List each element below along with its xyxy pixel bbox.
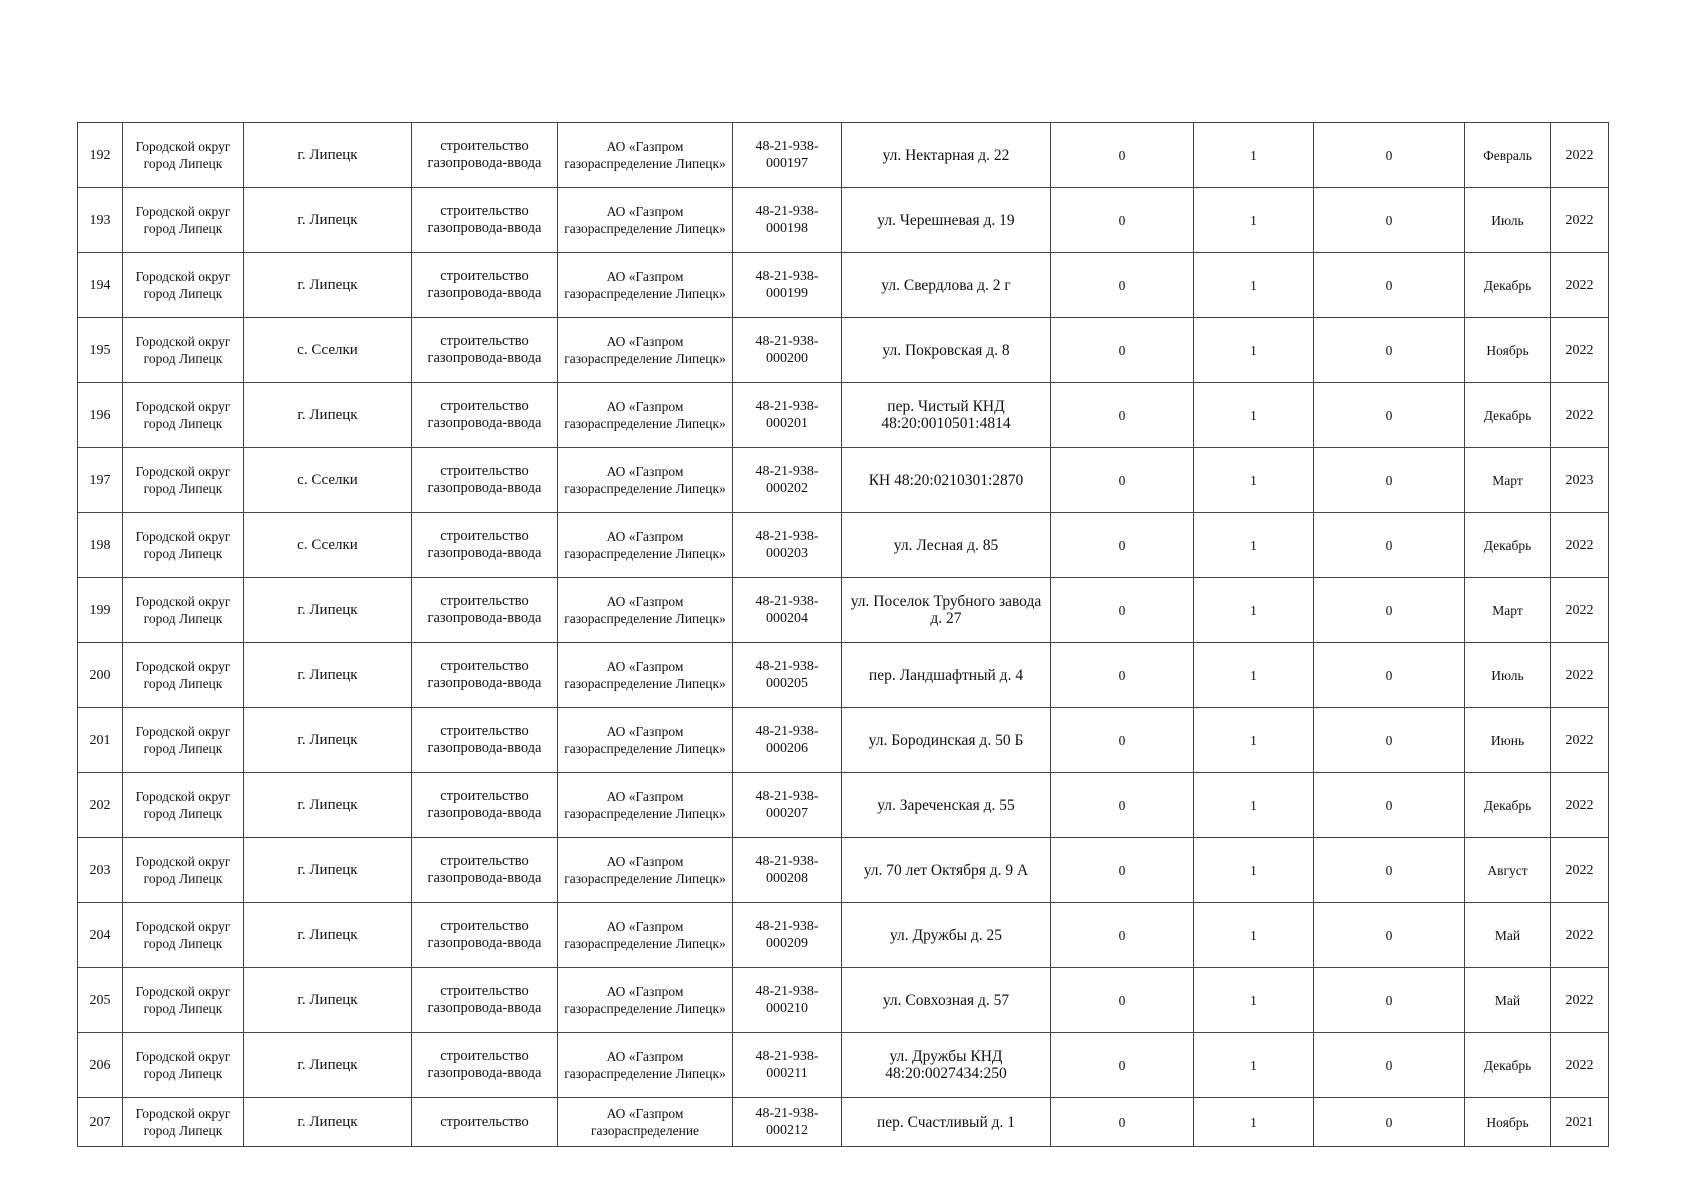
locality-cell: г. Липецк <box>244 383 412 448</box>
table-row <box>78 643 1609 708</box>
locality-cell: г. Липецк <box>244 1033 412 1098</box>
address-cell: ул. Черешневая д. 19 <box>842 188 1051 253</box>
value-1-cell: 0 <box>1051 448 1194 513</box>
month-cell: Июль <box>1465 188 1551 253</box>
registration-number-cell: 48-21-938-000208 <box>733 838 842 903</box>
table-row <box>78 1098 1609 1147</box>
municipality-cell: Городской округ город Липецк <box>123 123 244 188</box>
value-2-cell: 1 <box>1194 903 1314 968</box>
table-row <box>78 188 1609 253</box>
row-number-cell: 201 <box>78 708 123 773</box>
work-type-cell: строительство газопровода-ввода <box>412 513 558 578</box>
year-cell: 2022 <box>1551 383 1609 448</box>
value-1-cell: 0 <box>1051 838 1194 903</box>
month-cell: Декабрь <box>1465 1033 1551 1098</box>
organization-cell: АО «Газпром газораспределение Липецк» <box>558 578 733 643</box>
month-cell: Декабрь <box>1465 513 1551 578</box>
address-cell: ул. Дружбы д. 25 <box>842 903 1051 968</box>
value-3-cell: 0 <box>1314 838 1465 903</box>
registration-number-cell: 48-21-938-000204 <box>733 578 842 643</box>
row-number-cell: 206 <box>78 1033 123 1098</box>
address-cell: ул. Совхозная д. 57 <box>842 968 1051 1033</box>
month-cell: Май <box>1465 903 1551 968</box>
address-cell: ул. Покровская д. 8 <box>842 318 1051 383</box>
work-type-cell: строительство <box>412 1098 558 1147</box>
organization-cell: АО «Газпром газораспределение Липецк» <box>558 253 733 318</box>
address-cell: пер. Чистый КНД 48:20:0010501:4814 <box>842 383 1051 448</box>
address-cell: ул. Поселок Трубного завода д. 27 <box>842 578 1051 643</box>
municipality-cell: Городской округ город Липецк <box>123 318 244 383</box>
address-cell: пер. Счастливый д. 1 <box>842 1098 1051 1147</box>
table-row <box>78 383 1609 448</box>
value-1-cell: 0 <box>1051 578 1194 643</box>
row-number-cell: 207 <box>78 1098 123 1147</box>
table-row <box>78 903 1609 968</box>
municipality-cell: Городской округ город Липецк <box>123 708 244 773</box>
table-row <box>78 513 1609 578</box>
row-number-cell: 200 <box>78 643 123 708</box>
value-3-cell: 0 <box>1314 1098 1465 1147</box>
registration-number-cell: 48-21-938-000198 <box>733 188 842 253</box>
locality-cell: г. Липецк <box>244 708 412 773</box>
work-type-cell: строительство газопровода-ввода <box>412 578 558 643</box>
year-cell: 2022 <box>1551 578 1609 643</box>
month-cell: Июнь <box>1465 708 1551 773</box>
value-2-cell: 1 <box>1194 708 1314 773</box>
work-type-cell: строительство газопровода-ввода <box>412 643 558 708</box>
value-2-cell: 1 <box>1194 123 1314 188</box>
year-cell: 2021 <box>1551 1098 1609 1147</box>
month-cell: Март <box>1465 448 1551 513</box>
month-cell: Декабрь <box>1465 773 1551 838</box>
registration-number-cell: 48-21-938-000201 <box>733 383 842 448</box>
row-number-cell: 199 <box>78 578 123 643</box>
work-type-cell: строительство газопровода-ввода <box>412 773 558 838</box>
locality-cell: г. Липецк <box>244 1098 412 1147</box>
year-cell: 2022 <box>1551 773 1609 838</box>
value-1-cell: 0 <box>1051 643 1194 708</box>
work-type-cell: строительство газопровода-ввода <box>412 318 558 383</box>
month-cell: Ноябрь <box>1465 318 1551 383</box>
municipality-cell: Городской округ город Липецк <box>123 1033 244 1098</box>
organization-cell: АО «Газпром газораспределение Липецк» <box>558 643 733 708</box>
locality-cell: г. Липецк <box>244 188 412 253</box>
table-row <box>78 708 1609 773</box>
row-number-cell: 196 <box>78 383 123 448</box>
organization-cell: АО «Газпром газораспределение Липецк» <box>558 968 733 1033</box>
value-1-cell: 0 <box>1051 188 1194 253</box>
address-cell: ул. Нектарная д. 22 <box>842 123 1051 188</box>
registration-number-cell: 48-21-938-000199 <box>733 253 842 318</box>
year-cell: 2023 <box>1551 448 1609 513</box>
value-2-cell: 1 <box>1194 1098 1314 1147</box>
year-cell: 2022 <box>1551 1033 1609 1098</box>
month-cell: Февраль <box>1465 123 1551 188</box>
work-type-cell: строительство газопровода-ввода <box>412 123 558 188</box>
organization-cell: АО «Газпром газораспределение Липецк» <box>558 513 733 578</box>
municipality-cell: Городской округ город Липецк <box>123 188 244 253</box>
value-3-cell: 0 <box>1314 513 1465 578</box>
municipality-cell: Городской округ город Липецк <box>123 383 244 448</box>
organization-cell: АО «Газпром газораспределение Липецк» <box>558 188 733 253</box>
municipality-cell: Городской округ город Липецк <box>123 838 244 903</box>
year-cell: 2022 <box>1551 123 1609 188</box>
organization-cell: АО «Газпром газораспределение Липецк» <box>558 708 733 773</box>
row-number-cell: 202 <box>78 773 123 838</box>
municipality-cell: Городской округ город Липецк <box>123 968 244 1033</box>
value-2-cell: 1 <box>1194 578 1314 643</box>
value-2-cell: 1 <box>1194 383 1314 448</box>
row-number-cell: 194 <box>78 253 123 318</box>
row-number-cell: 195 <box>78 318 123 383</box>
organization-cell: АО «Газпром газораспределение Липецк» <box>558 773 733 838</box>
value-2-cell: 1 <box>1194 838 1314 903</box>
month-cell: Декабрь <box>1465 253 1551 318</box>
value-1-cell: 0 <box>1051 903 1194 968</box>
registration-number-cell: 48-21-938-000207 <box>733 773 842 838</box>
organization-cell: АО «Газпром газораспределение Липецк» <box>558 838 733 903</box>
year-cell: 2022 <box>1551 708 1609 773</box>
value-1-cell: 0 <box>1051 1098 1194 1147</box>
value-3-cell: 0 <box>1314 578 1465 643</box>
registration-number-cell: 48-21-938-000212 <box>733 1098 842 1147</box>
value-1-cell: 0 <box>1051 253 1194 318</box>
month-cell: Декабрь <box>1465 383 1551 448</box>
table-body <box>78 123 1609 1147</box>
address-cell: ул. 70 лет Октября д. 9 А <box>842 838 1051 903</box>
value-3-cell: 0 <box>1314 643 1465 708</box>
locality-cell: г. Липецк <box>244 643 412 708</box>
address-cell: ул. Бородинская д. 50 Б <box>842 708 1051 773</box>
value-3-cell: 0 <box>1314 188 1465 253</box>
municipality-cell: Городской округ город Липецк <box>123 578 244 643</box>
organization-cell: АО «Газпром газораспределение Липецк» <box>558 1033 733 1098</box>
locality-cell: г. Липецк <box>244 903 412 968</box>
work-type-cell: строительство газопровода-ввода <box>412 253 558 318</box>
work-type-cell: строительство газопровода-ввода <box>412 1033 558 1098</box>
organization-cell: АО «Газпром газораспределение <box>558 1098 733 1147</box>
address-cell: ул. Лесная д. 85 <box>842 513 1051 578</box>
row-number-cell: 192 <box>78 123 123 188</box>
value-3-cell: 0 <box>1314 383 1465 448</box>
registration-number-cell: 48-21-938-000203 <box>733 513 842 578</box>
locality-cell: с. Сселки <box>244 513 412 578</box>
table-row <box>78 123 1609 188</box>
address-cell: ул. Свердлова д. 2 г <box>842 253 1051 318</box>
table-row <box>78 253 1609 318</box>
value-2-cell: 1 <box>1194 773 1314 838</box>
address-cell: КН 48:20:0210301:2870 <box>842 448 1051 513</box>
registration-number-cell: 48-21-938-000206 <box>733 708 842 773</box>
value-2-cell: 1 <box>1194 513 1314 578</box>
table-row <box>78 773 1609 838</box>
locality-cell: г. Липецк <box>244 838 412 903</box>
value-1-cell: 0 <box>1051 773 1194 838</box>
value-1-cell: 0 <box>1051 318 1194 383</box>
locality-cell: с. Сселки <box>244 448 412 513</box>
value-2-cell: 1 <box>1194 1033 1314 1098</box>
value-3-cell: 0 <box>1314 318 1465 383</box>
address-cell: ул. Дружбы КНД 48:20:0027434:250 <box>842 1033 1051 1098</box>
year-cell: 2022 <box>1551 253 1609 318</box>
organization-cell: АО «Газпром газораспределение Липецк» <box>558 903 733 968</box>
organization-cell: АО «Газпром газораспределение Липецк» <box>558 383 733 448</box>
registration-number-cell: 48-21-938-000211 <box>733 1033 842 1098</box>
table-row <box>78 1033 1609 1098</box>
value-3-cell: 0 <box>1314 123 1465 188</box>
work-type-cell: строительство газопровода-ввода <box>412 708 558 773</box>
municipality-cell: Городской округ город Липецк <box>123 773 244 838</box>
value-1-cell: 0 <box>1051 708 1194 773</box>
table-row <box>78 838 1609 903</box>
registration-number-cell: 48-21-938-000197 <box>733 123 842 188</box>
municipality-cell: Городской округ город Липецк <box>123 1098 244 1147</box>
value-3-cell: 0 <box>1314 773 1465 838</box>
organization-cell: АО «Газпром газораспределение Липецк» <box>558 318 733 383</box>
locality-cell: с. Сселки <box>244 318 412 383</box>
locality-cell: г. Липецк <box>244 253 412 318</box>
municipality-cell: Городской округ город Липецк <box>123 448 244 513</box>
value-3-cell: 0 <box>1314 903 1465 968</box>
value-2-cell: 1 <box>1194 448 1314 513</box>
value-2-cell: 1 <box>1194 643 1314 708</box>
municipality-cell: Городской округ город Липецк <box>123 903 244 968</box>
value-3-cell: 0 <box>1314 968 1465 1033</box>
organization-cell: АО «Газпром газораспределение Липецк» <box>558 448 733 513</box>
value-1-cell: 0 <box>1051 123 1194 188</box>
row-number-cell: 205 <box>78 968 123 1033</box>
registration-number-cell: 48-21-938-000210 <box>733 968 842 1033</box>
value-3-cell: 0 <box>1314 253 1465 318</box>
work-type-cell: строительство газопровода-ввода <box>412 448 558 513</box>
work-type-cell: строительство газопровода-ввода <box>412 903 558 968</box>
work-type-cell: строительство газопровода-ввода <box>412 188 558 253</box>
municipality-cell: Городской округ город Липецк <box>123 253 244 318</box>
work-type-cell: строительство газопровода-ввода <box>412 968 558 1033</box>
row-number-cell: 198 <box>78 513 123 578</box>
value-3-cell: 0 <box>1314 708 1465 773</box>
year-cell: 2022 <box>1551 838 1609 903</box>
municipality-cell: Городской округ город Липецк <box>123 643 244 708</box>
registration-number-cell: 48-21-938-000200 <box>733 318 842 383</box>
year-cell: 2022 <box>1551 903 1609 968</box>
month-cell: Март <box>1465 578 1551 643</box>
year-cell: 2022 <box>1551 188 1609 253</box>
gas-connection-table <box>77 122 1609 1147</box>
address-cell: пер. Ландшафтный д. 4 <box>842 643 1051 708</box>
year-cell: 2022 <box>1551 643 1609 708</box>
table-row <box>78 318 1609 383</box>
registration-number-cell: 48-21-938-000209 <box>733 903 842 968</box>
value-1-cell: 0 <box>1051 1033 1194 1098</box>
registration-number-cell: 48-21-938-000205 <box>733 643 842 708</box>
row-number-cell: 193 <box>78 188 123 253</box>
month-cell: Ноябрь <box>1465 1098 1551 1147</box>
value-3-cell: 0 <box>1314 448 1465 513</box>
value-3-cell: 0 <box>1314 1033 1465 1098</box>
table-row <box>78 578 1609 643</box>
work-type-cell: строительство газопровода-ввода <box>412 383 558 448</box>
row-number-cell: 204 <box>78 903 123 968</box>
work-type-cell: строительство газопровода-ввода <box>412 838 558 903</box>
month-cell: Июль <box>1465 643 1551 708</box>
value-2-cell: 1 <box>1194 188 1314 253</box>
registration-number-cell: 48-21-938-000202 <box>733 448 842 513</box>
table-row <box>78 448 1609 513</box>
locality-cell: г. Липецк <box>244 578 412 643</box>
row-number-cell: 203 <box>78 838 123 903</box>
table-row <box>78 968 1609 1033</box>
value-2-cell: 1 <box>1194 968 1314 1033</box>
locality-cell: г. Липецк <box>244 968 412 1033</box>
year-cell: 2022 <box>1551 968 1609 1033</box>
value-2-cell: 1 <box>1194 318 1314 383</box>
value-1-cell: 0 <box>1051 513 1194 578</box>
municipality-cell: Городской округ город Липецк <box>123 513 244 578</box>
locality-cell: г. Липецк <box>244 123 412 188</box>
month-cell: Май <box>1465 968 1551 1033</box>
year-cell: 2022 <box>1551 318 1609 383</box>
year-cell: 2022 <box>1551 513 1609 578</box>
organization-cell: АО «Газпром газораспределение Липецк» <box>558 123 733 188</box>
value-2-cell: 1 <box>1194 253 1314 318</box>
row-number-cell: 197 <box>78 448 123 513</box>
value-1-cell: 0 <box>1051 383 1194 448</box>
month-cell: Август <box>1465 838 1551 903</box>
value-1-cell: 0 <box>1051 968 1194 1033</box>
locality-cell: г. Липецк <box>244 773 412 838</box>
address-cell: ул. Зареченская д. 55 <box>842 773 1051 838</box>
